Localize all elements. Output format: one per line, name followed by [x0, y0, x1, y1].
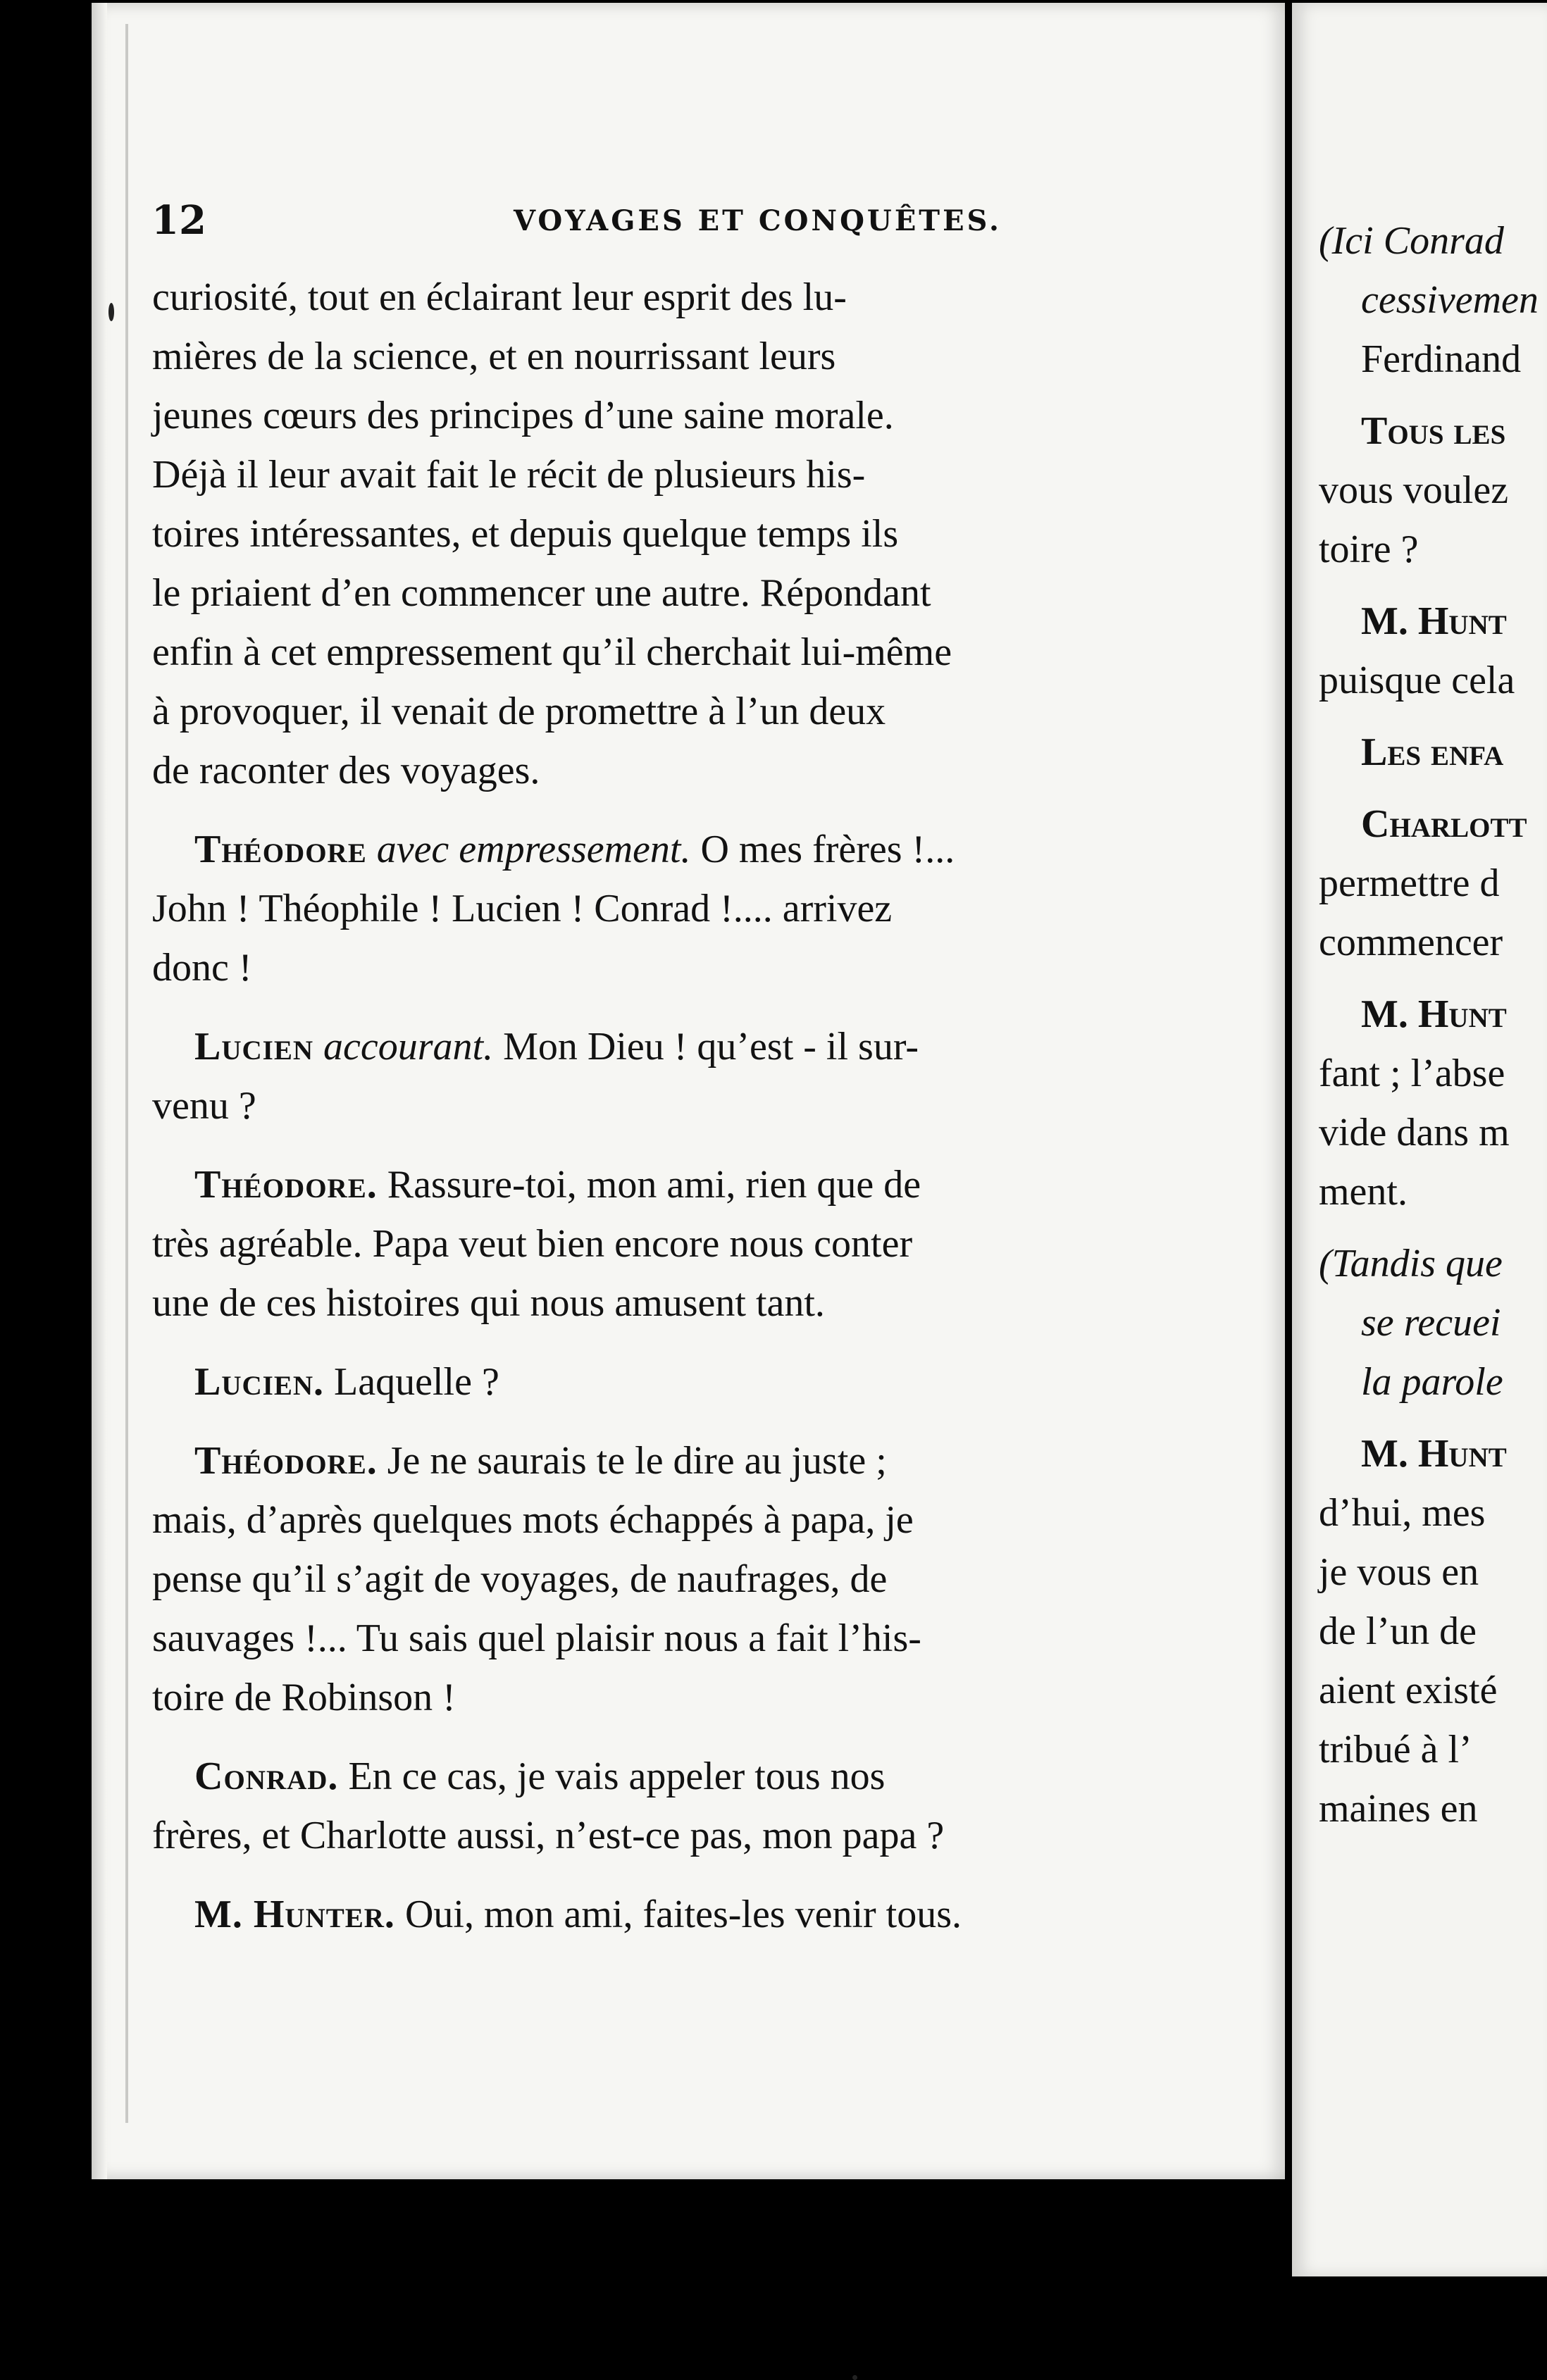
right-page-line: M. Hunt: [1361, 599, 1507, 643]
right-page-line: je vous en: [1319, 1550, 1479, 1594]
text-line: de raconter des voyages.: [152, 749, 540, 792]
page-number: 12: [151, 197, 206, 244]
dialogue-text: Je ne saurais te le dire au juste ;: [377, 1439, 887, 1483]
right-page-line: tribué à l’: [1319, 1728, 1472, 1771]
text-line: [152, 1747, 1237, 1806]
text-line: pense qu’il s’agit de voyages, de naufrages, de: [152, 1557, 888, 1601]
right-page-line: fant ; l’abse: [1319, 1052, 1505, 1095]
speaker-name: Conrad.: [194, 1755, 339, 1798]
text-line: mais, d’après quelques mots échappés à papa, je: [152, 1498, 914, 1542]
stage-direction: avec empressement.: [376, 828, 691, 871]
right-page-line: M. Hunt: [1361, 992, 1507, 1036]
right-page-line: ment.: [1319, 1170, 1408, 1214]
text-line: très agréable. Papa veut bien encore nous conter: [152, 1222, 913, 1266]
right-page-line: toire ?: [1319, 528, 1419, 571]
text-line: [152, 1431, 1237, 1490]
speaker-name: Théodore.: [194, 1439, 378, 1483]
text-line: enfin à cet empressement qu’il cherchait lui-même: [152, 630, 952, 674]
dialogue-paragraph: [152, 1431, 1237, 1727]
right-page-line: (Tandis que: [1319, 1242, 1503, 1285]
left-page-text: [152, 268, 1237, 1964]
ink-speck: [108, 303, 114, 321]
stage-direction: accourant.: [323, 1025, 494, 1068]
dialogue-text: Rassure-toi, mon ami, rien que de: [377, 1163, 921, 1207]
text-line: [152, 1352, 1237, 1412]
right-page-line: cessivemen: [1361, 278, 1539, 322]
right-page-line: Ferdinand: [1361, 337, 1522, 381]
text-line: toire de Robinson !: [152, 1676, 456, 1719]
narrative-paragraph: [152, 268, 1237, 800]
right-page-line: vide dans m: [1319, 1111, 1510, 1154]
text-line: venu ?: [152, 1084, 256, 1128]
speaker-name: Lucien.: [194, 1360, 325, 1404]
right-page-line: M. Hunt: [1361, 1432, 1507, 1476]
dialogue-text: Laquelle ?: [324, 1360, 499, 1404]
running-title: VOYAGES ET CONQUÊTES.: [514, 204, 1002, 237]
text-line: frères, et Charlotte aussi, n’est-ce pas, mon papa ?: [152, 1814, 945, 1857]
dialogue-paragraph: [152, 820, 1237, 997]
dialogue-text: Oui, mon ami, faites-les venir tous.: [394, 1893, 962, 1936]
dialogue-paragraph: [152, 1352, 1237, 1412]
ink-speck: [852, 2375, 857, 2380]
text-line: jeunes cœurs des principes d’une saine morale.: [152, 394, 894, 437]
text-line: Déjà il leur avait fait le récit de plusieurs his-: [152, 453, 866, 497]
speaker-name: Théodore.: [194, 1163, 378, 1207]
right-page-line: commencer: [1319, 921, 1503, 964]
text-line: sauvages !... Tu sais quel plaisir nous a fait l’his-: [152, 1616, 921, 1660]
dialogue-text: En ce cas, je vais appeler tous nos: [338, 1755, 886, 1798]
binding-rule: [125, 24, 128, 2123]
text-line: [152, 1885, 1237, 1944]
speaker-name: M. Hunter.: [194, 1893, 395, 1936]
text-line: [152, 1155, 1237, 1214]
dialogue-paragraph: [152, 1885, 1237, 1944]
speaker-name: Lucien: [194, 1025, 314, 1068]
right-page-line: la parole: [1361, 1360, 1503, 1404]
right-page-line: permettre d: [1319, 861, 1500, 905]
right-page-text: [1319, 211, 1547, 1838]
text-line: à provoquer, il venait de promettre à l’un deux: [152, 690, 886, 733]
text-line: mières de la science, et en nourrissant leurs: [152, 335, 836, 378]
text-line: curiosité, tout en éclairant leur esprit des lu-: [152, 275, 847, 319]
text-line: [152, 820, 1237, 879]
right-page-line: vous voulez: [1319, 468, 1509, 512]
text-line: donc !: [152, 946, 252, 990]
right-page-line: Tous les: [1361, 409, 1506, 453]
right-page-line: maines en: [1319, 1787, 1478, 1831]
scan-bottom-margin: [92, 2179, 1285, 2276]
text-line: John ! Théophile ! Lucien ! Conrad !.... arrivez: [152, 887, 893, 930]
right-page-line: de l’un de: [1319, 1609, 1477, 1653]
right-page-line: aient existé: [1319, 1669, 1498, 1712]
right-page-line: se recuei: [1361, 1301, 1501, 1345]
speaker-name: Théodore: [194, 828, 367, 871]
right-page-line: (Ici Conrad: [1319, 219, 1504, 263]
text-line: le priaient d’en commencer une autre. Répondant: [152, 571, 931, 615]
book-gutter: [1285, 0, 1292, 2276]
right-page-line: Charlott: [1361, 802, 1527, 846]
right-page-line: puisque cela: [1319, 659, 1515, 702]
right-page-line: d’hui, mes: [1319, 1491, 1486, 1535]
page-edge-shadow: [92, 3, 107, 2179]
text-line: une de ces histoires qui nous amusent tant.: [152, 1281, 825, 1325]
dialogue-text: Mon Dieu ! qu’est - il sur-: [493, 1025, 919, 1068]
dialogue-paragraph: [152, 1747, 1237, 1865]
running-head: [151, 183, 1236, 247]
dialogue-paragraph: [152, 1155, 1237, 1333]
dialogue-paragraph: [152, 1017, 1237, 1135]
right-page-line: Les enfa: [1361, 730, 1504, 774]
dialogue-text: O mes frères !...: [690, 828, 955, 871]
text-line: toires intéressantes, et depuis quelque temps ils: [152, 512, 899, 556]
text-line: [152, 1017, 1237, 1076]
